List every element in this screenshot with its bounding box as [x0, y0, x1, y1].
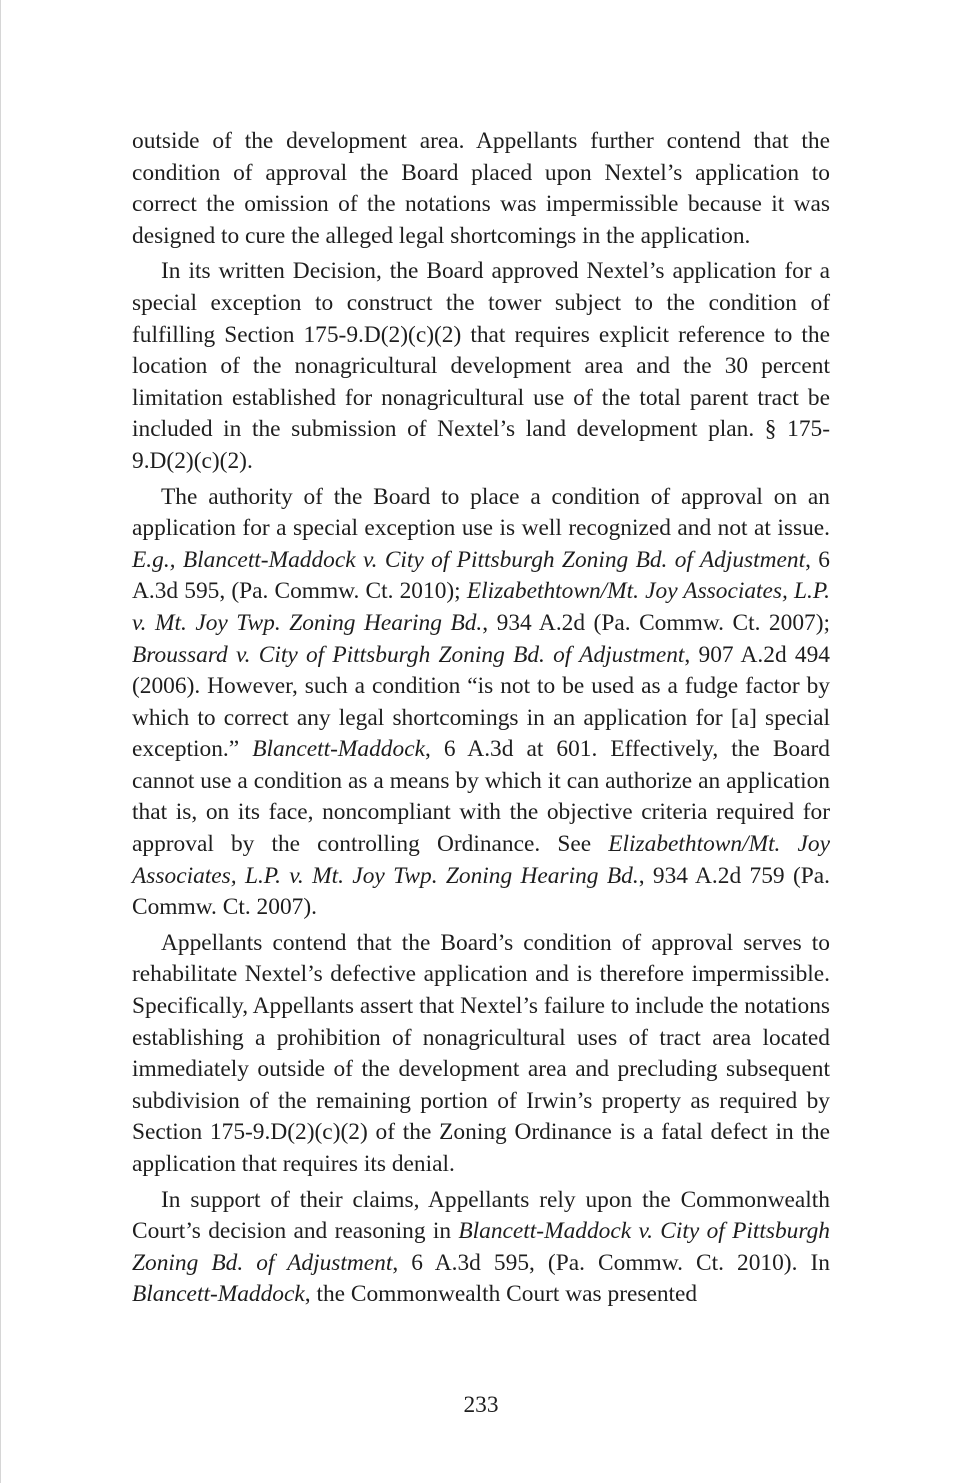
- text-run: , 907 A.2d 494 (2006). However, such a condition “is not to be used as a fudge factor by which to correct any legal shortcomings in an application for [a] special exception.”: [132, 641, 830, 763]
- text-run: outside of the development area. Appellants further contend that the condition of approval the Board placed upon Nextel’s application to correct the omission of the notations was impermissible because it was designed to cure the alleged legal shortcomings in the application.: [132, 128, 830, 249]
- body-text: [132, 126, 830, 1315]
- text-run: , 6 A.3d at 601. Effectively, the Board cannot use a condition as a means by which it can authorize an application that is, on its face, noncompliant with the objective criteria required for approval by the controlling Ordinance. See: [132, 736, 830, 858]
- case-citation: Blancett-Maddock: [252, 736, 425, 763]
- paragraph-1: [132, 126, 830, 252]
- case-citation: Elizabethtown/Mt. Joy Associates, L.P. v. Mt. Joy Twp. Zoning Hearing Bd.: [132, 831, 830, 889]
- case-citation: Elizabethtown/Mt. Joy Associates, L.P. v. Mt. Joy Twp. Zoning Hearing Bd.: [132, 578, 830, 636]
- case-citation: Blancett-Maddock v. City of Pittsburgh Zoning Bd. of Adjustment: [132, 1218, 830, 1276]
- text-run: Appellants contend that the Board’s condition of approval serves to rehabilitate Nextel’s defective application and is therefore impermissible. Specifically, Appellants assert that Nextel’s failure to include the notations establishing a prohibition of nonagricultural uses of tract area located immediately outside of the development area and precluding subsequent subdivision of the remaining portion of Irwin’s property as required by Section 175-9.D(2)(c)(2) of the Zoning Ordinance is a fatal defect in the application that requires its denial.: [132, 929, 830, 1177]
- text-run: In its written Decision, the Board approved Nextel’s application for a special exception to construct the tower subject to the condition of fulfilling Section 175-9.D(2)(c)(2) that requires explicit reference to the location of the nonagricultural development area and the 30 percent limitation established for nonagricultural use of the total parent tract be included in the submission of Nextel’s land development plan. § 175-9.D(2)(c)(2).: [132, 258, 830, 474]
- case-citation: Blancett-Maddock: [132, 1281, 305, 1308]
- text-run: , 934 A.2d 759 (Pa. Commw. Ct. 2007).: [132, 862, 830, 921]
- paragraph-3: [132, 482, 830, 924]
- page-number: 233: [463, 1392, 499, 1418]
- paragraph-2: [132, 256, 830, 477]
- paragraph-5: [132, 1185, 830, 1311]
- text-run: , the Commonwealth Court was presented: [304, 1281, 698, 1308]
- text-run: In support of their claims, Appellants rely upon the Commonwealth Court’s decision and reasoning in: [132, 1186, 830, 1245]
- text-run: , 6 A.3d 595, (Pa. Commw. Ct. 2010). In: [392, 1249, 830, 1276]
- paragraph-4: [132, 928, 830, 1181]
- case-citation: E.g., Blancett-Maddock v. City of Pittsburgh Zoning Bd. of Adjustment: [132, 546, 806, 573]
- text-run: , 934 A.2d (Pa. Commw. Ct. 2007);: [482, 609, 830, 636]
- case-citation: Broussard v. City of Pittsburgh Zoning Bd. of Adjustment: [132, 641, 685, 668]
- text-run: The authority of the Board to place a condition of approval on an application for a special exception use is well recognized and not at issue.: [132, 483, 830, 542]
- text-run: , 6 A.3d 595, (Pa. Commw. Ct. 2010);: [132, 546, 830, 605]
